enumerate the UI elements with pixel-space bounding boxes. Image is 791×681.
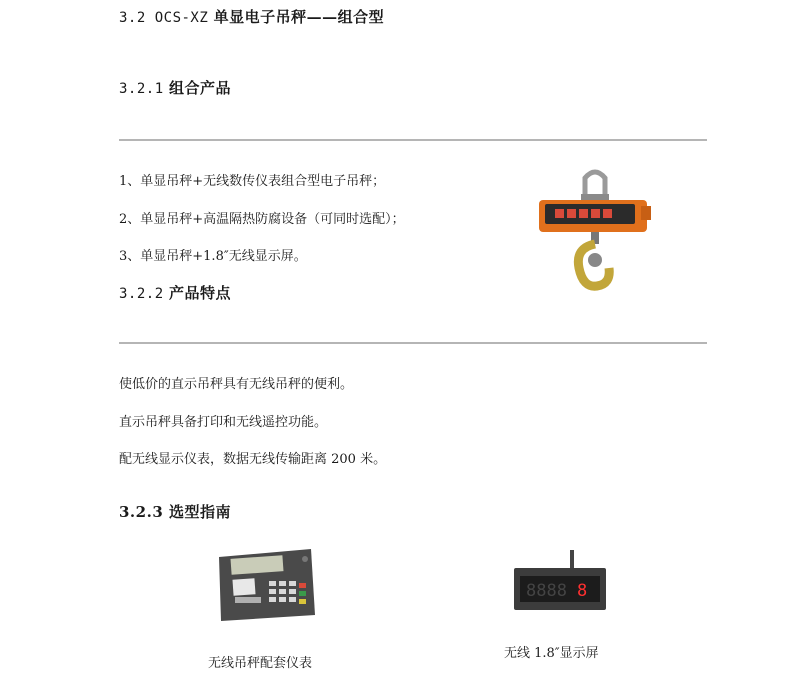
section-title-text: 单显电子吊秤——组合型	[213, 8, 385, 26]
list-item: 3、单显吊秤+1.8″无线显示屏。	[119, 249, 307, 264]
list-item: 2、单显吊秤+高温隔热防腐设备（可同时选配）；	[119, 212, 405, 227]
subsection-number: 3.2.1	[119, 81, 164, 97]
feature-paragraph: 使低价的直示吊秤具有无线吊秤的便利。	[119, 377, 354, 392]
subsection-title-selection	[119, 501, 231, 522]
section-title	[119, 6, 384, 27]
indicator-caption: 无线吊秤配套仪表	[208, 656, 313, 671]
wireless-display-icon	[514, 550, 606, 612]
subsection-title-text: 产品特点	[168, 284, 231, 302]
feature-paragraph: 直示吊秤具备打印和无线遥控功能。	[119, 415, 328, 430]
display-digits: 8888	[526, 581, 567, 601]
subsection-title-features	[119, 282, 231, 303]
subsection-title-text: 3.2.3 选型指南	[119, 503, 231, 521]
subsection-title-text: 组合产品	[168, 79, 231, 97]
feature-paragraph: 配无线显示仪表，数据无线传输距离 200 米。	[119, 452, 387, 467]
display-caption: 无线 1.8″显示屏	[504, 646, 599, 661]
crane-scale-icon	[535, 168, 655, 296]
divider-rule	[119, 139, 707, 141]
section-number: 3.2 OCS-XZ	[119, 10, 209, 26]
indicator-device-icon	[213, 545, 317, 623]
subsection-number: 3.2.2	[119, 286, 164, 302]
display-digit-lit: 8	[577, 581, 588, 601]
subsection-title-combination	[119, 77, 231, 98]
list-item: 1、单显吊秤+无线数传仪表组合型电子吊秤；	[119, 174, 386, 189]
divider-rule	[119, 342, 707, 344]
